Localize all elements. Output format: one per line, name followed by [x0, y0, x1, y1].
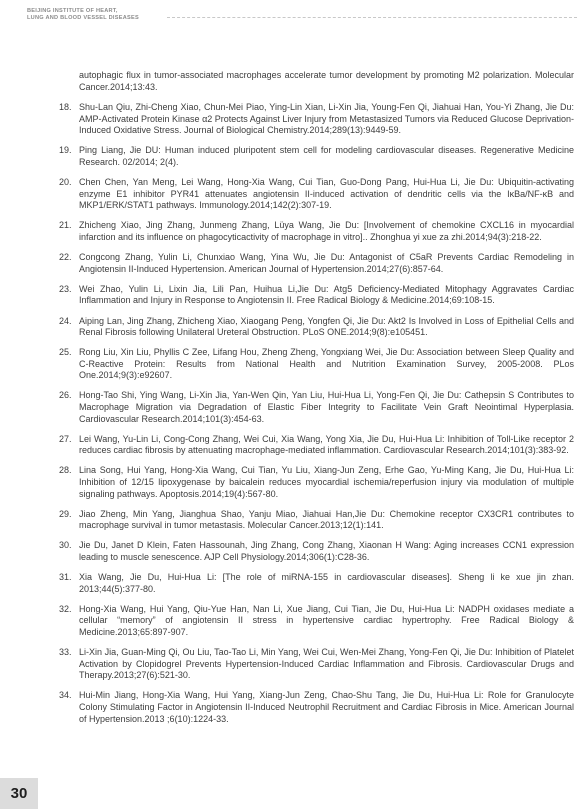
reference-item	[59, 509, 574, 532]
reference-item	[59, 647, 574, 682]
reference-text: Chen Chen, Yan Meng, Lei Wang, Hong-Xia Wang, Cui Tian, Guo-Dong Pang, Hui-Hua Li, Jie Du: Ubiquitin-activating enzyme E1 inhibitor PYR41 attenuates angiotensin II-induced activation of dendritic cells via the IκBa/NF-κB and MKP1/ERK/STAT1 pathways. Immunology.2014;142(2):307-19.	[79, 177, 574, 211]
reference-number: 19.	[59, 145, 72, 156]
page-header	[27, 8, 577, 22]
reference-number: 33.	[59, 647, 72, 658]
reference-item	[59, 465, 574, 500]
reference-text: Jiao Zheng, Min Yang, Jianghua Shao, Yanju Miao, Jiahuai Han,Jie Du: Chemokine receptor CX3CR1 contributes to macrophage survival in tumor metastasis. Molecular Cancer.2013;12(1):141.	[79, 508, 574, 531]
reference-item	[59, 102, 574, 137]
reference-number: 31.	[59, 572, 72, 583]
reference-number: 25.	[59, 347, 72, 358]
reference-number: 27.	[59, 433, 72, 444]
reference-number: 29.	[59, 508, 72, 519]
reference-item	[59, 347, 574, 382]
reference-item	[59, 540, 574, 563]
reference-text: Lei Wang, Yu-Lin Li, Cong-Cong Zhang, Wei Cui, Xia Wang, Yong Xia, Jie Du, Hui-Hua Li: Inhibition of Toll-Like receptor 2 reduces cardiac fibrosis by attenuating macrophage-mediated inflammation. Cardiovascular Research.2014;101(3):383-92.	[79, 433, 574, 456]
reference-item	[59, 690, 574, 725]
reference-text: Shu-Lan Qiu, Zhi-Cheng Xiao, Chun-Mei Piao, Ying-Lin Xian, Li-Xin Jia, Young-Fen Qi, Jiahuai Han, You-Yi Zhang, Jie Du: AMP-Activated Protein Kinase α2 Protects Against Liver Injury from Metastasized Tumors via Reduced Glucose Deprivation-Induced Oxidative Stress. Journal of Biological Chemistry.2014;289(13):9449-59.	[79, 102, 574, 136]
reference-list	[59, 70, 574, 734]
reference-item	[59, 177, 574, 212]
reference-text: Li-Xin Jia, Guan-Ming Qi, Ou Liu, Tao-Tao Li, Min Yang, Wei Cui, Wen-Mei Zhang, Yong-Fen Qi, Jie Du: Inhibition of Platelet Activation by Clopidogrel Prevents Hypertension-Induced Cardiac Inflammation and Fibrosis. Cardiovascular Drugs and Therapy.2013;27(6):521-30.	[79, 647, 574, 681]
reference-text: Aiping Lan, Jing Zhang, Zhicheng Xiao, Xiaogang Peng, Yongfen Qi, Jie Du: Akt2 Is Involved in Loss of Epithelial Cells and Renal Fibrosis following Unilateral Ureteral Obstruction. PLoS ONE.2014;9(8):e105451.	[79, 315, 574, 338]
reference-number: 28.	[59, 465, 72, 476]
reference-text: Wei Zhao, Yulin Li, Lixin Jia, Lili Pan, Huihua Li,Jie Du: Atg5 Deficiency-Mediated Mitophagy Aggravates Cardiac Inflammation and Injury in Response to Angiotensin II. Free Radical Biology & Medicine.2014;69:108-15.	[79, 283, 574, 306]
institute-name-line-2: LUNG AND BLOOD VESSEL DISEASES	[27, 15, 139, 21]
reference-item	[59, 604, 574, 639]
reference-text: Zhicheng Xiao, Jing Zhang, Junmeng Zhang, Lüya Wang, Jie Du: [Involvement of chemokine CXCL16 in myocardial infarction and its influence on phagocyticactivity of macrophage in vitro].. Zhonghua yi xue za zhi.2014;94(3):218-22.	[79, 220, 574, 243]
reference-number: 30.	[59, 540, 72, 551]
reference-text: Lina Song, Hui Yang, Hong-Xia Wang, Cui Tian, Yu Liu, Xiang-Jun Zeng, Erhe Gao, Yu-Ming Kang, Jie Du, Hui-Hua Li: Inhibition of 12/15 lipoxygenase by baicalein reduces myocardial ischemia/reperfusion injury via modulation of multiple signaling pathways. Apoptosis.2014;19(4):567-80.	[79, 465, 574, 499]
reference-text: Rong Liu, Xin Liu, Phyllis C Zee, Lifang Hou, Zheng Zheng, Yongxiang Wei, Jie Du: Association between Sleep Quality and C-Reactive Protein: Results from National Health and Nutrition Examination Survey, 2005-2008. PLos One.2014;9(3):e92607.	[79, 347, 574, 381]
reference-text: Congcong Zhang, Yulin Li, Chunxiao Wang, Yina Wu, Jie Du: Antagonist of C5aR Prevents Cardiac Remodeling in Angiotensin II-Induced Hypertension. American Journal of Hypertension.2014;27(6):857-64.	[79, 252, 574, 274]
reference-item	[59, 220, 574, 243]
reference-items	[59, 102, 574, 725]
institute-name-line-1: BEIJING INSTITUTE OF HEART,	[27, 8, 118, 14]
page-number: 30	[0, 778, 38, 809]
reference-text: Xia Wang, Jie Du, Hui-Hua Li: [The role of miRNA-155 in cardiovascular diseases]. Sheng li ke xue jin zhan. 2013;44(5):377-80.	[79, 572, 574, 594]
reference-item	[59, 434, 574, 457]
reference-item	[59, 252, 574, 275]
reference-text: Hong-Tao Shi, Ying Wang, Li-Xin Jia, Yan-Wen Qin, Yan Liu, Hui-Hua Li, Yong-Fen Qi, Jie Du: Cathepsin S Contributes to Macrophage Migration via Degradation of Elastic Fiber Integrity to Facilitate Vein Graft Neointimal Hyperplasia. Cardiovascular Research.2014;101(3):454-63.	[79, 390, 574, 424]
reference-number: 32.	[59, 603, 72, 614]
reference-item	[59, 284, 574, 307]
reference-number: 26.	[59, 390, 72, 401]
reference-number: 20.	[59, 177, 72, 188]
reference-number: 21.	[59, 220, 72, 231]
header-dashed-rule	[167, 17, 577, 18]
reference-continuation: autophagic flux in tumor-associated macrophages accelerate tumor development by promoting M2 polarization. Molecular Cancer.2014;13:43.	[79, 70, 574, 92]
reference-item	[59, 145, 574, 168]
reference-number: 18.	[59, 102, 72, 113]
reference-item	[59, 390, 574, 425]
reference-number: 34.	[59, 690, 72, 701]
reference-item	[59, 572, 574, 595]
reference-text: Ping Liang, Jie DU: Human induced pluripotent stem cell for modeling cardiovascular diseases. Regenerative Medicine Research. 02/2014; 2(4).	[79, 145, 574, 168]
reference-text: Hong-Xia Wang, Hui Yang, Qiu-Yue Han, Nan Li, Xue Jiang, Cui Tian, Jie Du, Hui-Hua Li: NADPH oxidases mediate a cellular “memory” of angiotensin II stress in hypertensive cardiac hypertrophy. Free Radical Biology & Medicine.2013;65:897-907.	[79, 603, 574, 637]
reference-number: 24.	[59, 315, 72, 326]
reference-item	[59, 316, 574, 339]
reference-number: 23.	[59, 283, 72, 294]
reference-text: Hui-Min Jiang, Hong-Xia Wang, Hui Yang, Xiang-Jun Zeng, Chao-Shu Tang, Jie Du, Hui-Hua Li: Role for Granulocyte Colony Stimulating Factor in Angiotensin II-Induced Neutrophil Recruitment and Cardiac Fibrosis in Mice. American Journal of Hypertension.2013 ;6(10):1224-33.	[79, 690, 574, 724]
reference-text: Jie Du, Janet D Klein, Faten Hassounah, Jing Zhang, Cong Zhang, Xiaonan H Wang: Aging increases CCN1 expression leading to muscle senescence. AJP Cell Physiology.2014;306(1):C28-36.	[79, 540, 574, 562]
reference-number: 22.	[59, 252, 72, 263]
